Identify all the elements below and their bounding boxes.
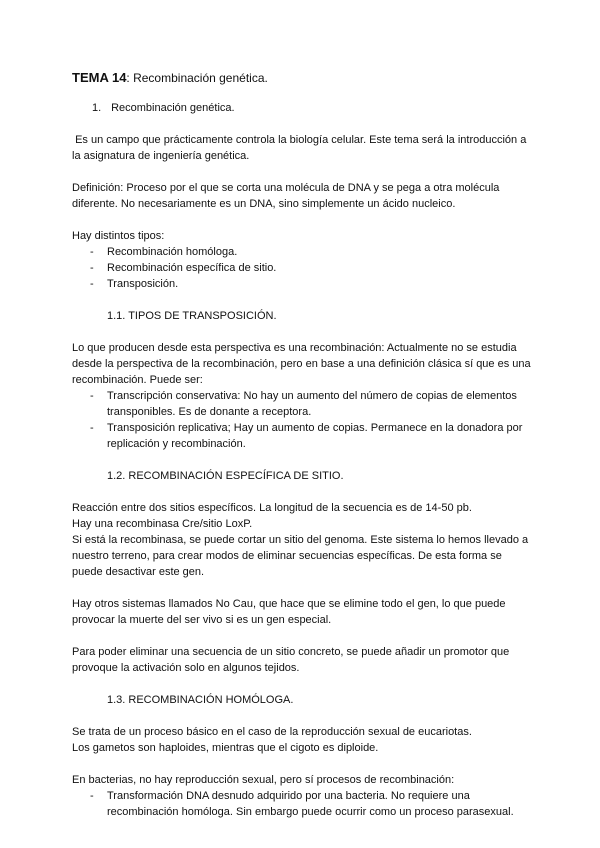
title-text: : Recombinación genética. <box>126 71 268 85</box>
list-item: - Transposición. <box>72 276 532 292</box>
subsection-1-2-line-1: Reacción entre dos sitios específicos. La longitud de la secuencia es de 14-50 pb. <box>72 502 472 514</box>
list-item: - Recombinación homóloga. <box>72 244 532 260</box>
document-title <box>72 70 532 86</box>
transposition-list <box>72 388 532 452</box>
subsection-1-2-line-2: Hay una recombinasa Cre/sitio LoxP. <box>72 518 253 530</box>
definition-paragraph: Definición: Proceso por el que se corta una molécula de DNA y se pega a otra molécula diferente. No necesariamente es un DNA, sino simplemente un ácido nucleico. <box>72 182 500 210</box>
subsection-1-1-heading: 1.1. TIPOS DE TRANSPOSICIÓN. <box>107 310 277 322</box>
types-list <box>72 244 532 292</box>
title-label: TEMA 14 <box>72 70 127 85</box>
list-item: - Transformación DNA desnudo adquirido por una bacteria. No requiere una recombinación homóloga. Sin embargo puede ocurrir como un proceso parasexual. <box>72 788 532 820</box>
subsection-1-2-paragraph-3: Para poder eliminar una secuencia de un sitio concreto, se puede añadir un promotor que provoque la activación solo en algunos tejidos. <box>72 646 510 674</box>
subsection-1-3-paragraph-2: En bacterias, no hay reproducción sexual, pero sí procesos de recombinación: <box>72 774 455 786</box>
bacteria-list <box>72 788 532 820</box>
subsection-1-1-paragraph: Lo que producen desde esta perspectiva es una recombinación: Actualmente no se estudia desde la perspectiva de la recombinación, pero en base a una definición clásica sí que es una recombinación. Puede ser: <box>72 342 531 386</box>
list-item: - Transposición replicativa; Hay un aumento de copias. Permanece en la donadora por replicación y recombinación. <box>72 420 532 452</box>
section-1-heading <box>72 100 532 116</box>
types-intro: Hay distintos tipos: <box>72 230 165 242</box>
subsection-1-2-paragraph-2: Hay otros sistemas llamados No Cau, que hace que se elimine todo el gen, lo que puede provocar la muerte del ser vivo si es un gen especial. <box>72 598 506 626</box>
subsection-1-3-line-1: Se trata de un proceso básico en el caso de la reproducción sexual de eucariotas. <box>72 726 472 738</box>
section-1-label: Recombinación genética. <box>111 102 235 114</box>
subsection-1-2-heading: 1.2. RECOMBINACIÓN ESPECÍFICA DE SITIO. <box>107 470 344 482</box>
list-item: - Recombinación específica de sitio. <box>72 260 532 276</box>
list-item: - Transcripción conservativa: No hay un aumento del número de copias de elementos transponibles. Es de donante a receptora. <box>72 388 532 420</box>
document-page <box>72 70 532 836</box>
subsection-1-3-heading: 1.3. RECOMBINACIÓN HOMÓLOGA. <box>107 694 294 706</box>
intro-paragraph: Es un campo que prácticamente controla la biología celular. Este tema será la introducción a la asignatura de ingeniería genética. <box>72 134 530 162</box>
subsection-1-2-line-3: Si está la recombinasa, se puede cortar un sitio del genoma. Este sistema lo hemos llevado a nuestro terreno, para crear modos de eliminar secuencias específicas. De esta forma se puede desactivar este gen. <box>72 534 529 578</box>
section-1-number: 1. <box>92 102 102 114</box>
subsection-1-3-line-2: Los gametos son haploides, mientras que el cigoto es diploide. <box>72 742 379 754</box>
